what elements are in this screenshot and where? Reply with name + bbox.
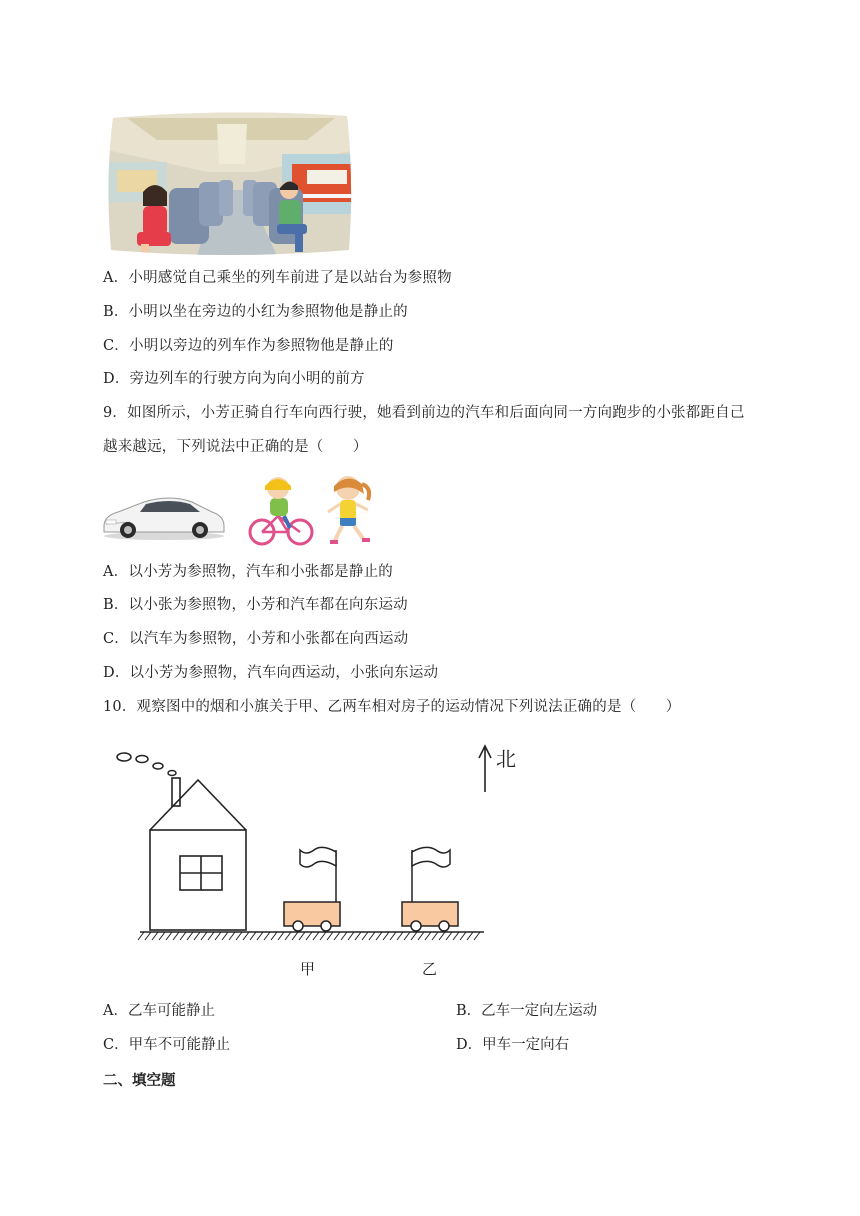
q9-option-d: D．以小芳为参照物，汽车向西运动，小张向东运动	[103, 665, 439, 681]
runner-illustration	[320, 470, 376, 550]
q9-stem-line1: 9．如图所示，小芳正骑自行车向西行驶，她看到前边的汽车和后面向同一方向跑步的小张都距自己	[103, 405, 745, 421]
q9-option-b: B．以小张为参照物，小芳和汽车都在向东运动	[103, 597, 408, 613]
smoke-puffs	[117, 753, 176, 776]
q9-stem-line2: 越来越远，下列说法中正确的是（ ）	[103, 439, 368, 455]
house-and-cars-figure	[110, 740, 530, 980]
q9-option-a: A．以小芳为参照物，汽车和小张都是静止的	[103, 564, 393, 580]
section-heading: 二、填空题	[103, 1073, 176, 1089]
north-arrow-icon	[479, 746, 491, 792]
cyclist-illustration	[248, 470, 314, 550]
q10-option-a: A．乙车可能静止	[103, 1003, 215, 1019]
q9-option-c: C．以汽车为参照物，小芳和小张都在向西运动	[103, 631, 409, 647]
q10-option-d: D．甲车一定向右	[456, 1037, 570, 1053]
q10-option-b: B．乙车一定向左运动	[456, 1003, 598, 1019]
car-jia	[284, 847, 340, 931]
car-jia-label: 甲	[300, 960, 316, 978]
q8-option-c: C．小明以旁边的列车作为参照物他是静止的	[103, 338, 394, 354]
q8-option-a: A．小明感觉自己乘坐的列车前进了是以站台为参照物	[103, 270, 452, 286]
house-icon	[150, 778, 246, 930]
q10-option-c: C．甲车不可能静止	[103, 1037, 231, 1053]
car-illustration	[100, 490, 228, 542]
car-yi	[402, 847, 458, 931]
q8-option-d: D．旁边列车的行驶方向为向小明的前方	[103, 371, 365, 387]
north-label: 北	[496, 747, 516, 771]
q10-stem: 10．观察图中的烟和小旗关于甲、乙两车相对房子的运动情况下列说法正确的是（ ）	[103, 699, 681, 715]
q8-option-b: B．小明以坐在旁边的小红为参照物他是静止的	[103, 304, 408, 320]
car-yi-label: 乙	[422, 960, 438, 978]
train-interior-illustration	[107, 110, 355, 256]
